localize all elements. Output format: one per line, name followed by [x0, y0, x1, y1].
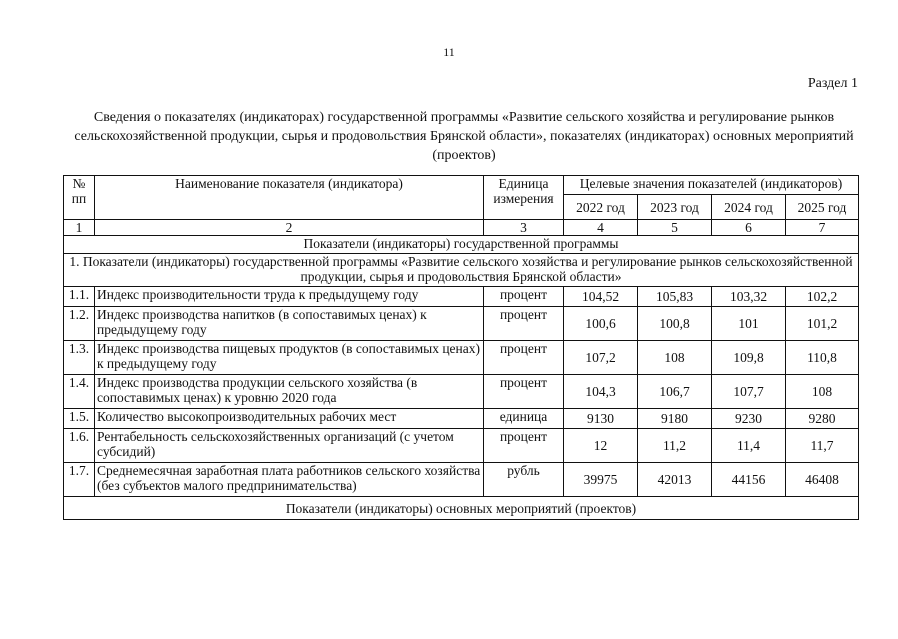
value-2022: 104,52	[564, 287, 638, 307]
value-2025: 9280	[786, 409, 859, 429]
indicator-name: Среднемесячная заработная плата работников сельского хозяйства (без субъектов малого предпринимательства)	[95, 463, 484, 497]
document-heading: Сведения о показателях (индикаторах) государственной программы «Развитие сельского хозяйства и регулирование рынков сельскохозяйственной продукции, сырья и продовольствия Брянской области», показателях (индикаторах) основных мероприятий (проектов)	[74, 110, 854, 163]
column-number: 7	[786, 220, 859, 236]
value-2025: 102,2	[786, 287, 859, 307]
indicator-name: Индекс производительности труда к предыдущему году	[95, 287, 484, 307]
table-row	[64, 287, 859, 307]
section-title: Показатели (индикаторы) государственной программы	[64, 236, 859, 254]
value-2022: 39975	[564, 463, 638, 497]
column-number: 2	[95, 220, 484, 236]
column-number: 5	[638, 220, 712, 236]
table-row	[64, 341, 859, 375]
row-number: 1.2.	[64, 307, 95, 341]
table-row	[64, 463, 859, 497]
value-2025: 110,8	[786, 341, 859, 375]
value-2022: 104,3	[564, 375, 638, 409]
value-2024: 44156	[712, 463, 786, 497]
header-year: 2025 год	[786, 195, 859, 220]
header-target: Целевые значения показателей (индикаторов)	[564, 176, 859, 195]
indicator-unit: единица	[484, 409, 564, 429]
row-number: 1.1.	[64, 287, 95, 307]
indicator-unit: рубль	[484, 463, 564, 497]
value-2023: 106,7	[638, 375, 712, 409]
value-2025: 101,2	[786, 307, 859, 341]
value-2024: 103,32	[712, 287, 786, 307]
column-number: 3	[484, 220, 564, 236]
header-year: 2024 год	[712, 195, 786, 220]
indicator-name: Количество высокопроизводительных рабочих мест	[95, 409, 484, 429]
row-number: 1.4.	[64, 375, 95, 409]
value-2024: 109,8	[712, 341, 786, 375]
column-number: 1	[64, 220, 95, 236]
indicator-unit: процент	[484, 287, 564, 307]
indicator-unit: процент	[484, 429, 564, 463]
indicators-table	[63, 175, 859, 520]
value-2023: 42013	[638, 463, 712, 497]
section-label: Раздел 1	[807, 76, 858, 91]
value-2025: 108	[786, 375, 859, 409]
value-2023: 9180	[638, 409, 712, 429]
value-2023: 105,83	[638, 287, 712, 307]
value-2024: 9230	[712, 409, 786, 429]
value-2025: 11,7	[786, 429, 859, 463]
value-2023: 100,8	[638, 307, 712, 341]
row-number: 1.7.	[64, 463, 95, 497]
value-2023: 108	[638, 341, 712, 375]
footer-section-title: Показатели (индикаторы) основных мероприятий (проектов)	[64, 497, 859, 520]
header-year: 2023 год	[638, 195, 712, 220]
column-numbers-row	[64, 220, 859, 236]
column-number: 6	[712, 220, 786, 236]
page-number: 11	[443, 45, 455, 59]
table-row	[64, 307, 859, 341]
indicator-unit: процент	[484, 307, 564, 341]
indicator-name: Индекс производства напитков (в сопоставимых ценах) к предыдущему году	[95, 307, 484, 341]
indicator-name: Индекс производства пищевых продуктов (в сопоставимых ценах) к предыдущему году	[95, 341, 484, 375]
header-unit: Единица измерения	[484, 176, 564, 220]
table-row	[64, 375, 859, 409]
value-2022: 9130	[564, 409, 638, 429]
row-number: 1.6.	[64, 429, 95, 463]
value-2024: 101	[712, 307, 786, 341]
indicator-name: Рентабельность сельскохозяйственных организаций (с учетом субсидий)	[95, 429, 484, 463]
table-header-row	[64, 176, 859, 195]
indicator-name: Индекс производства продукции сельского хозяйства (в сопоставимых ценах) к уровню 2020 года	[95, 375, 484, 409]
header-name: Наименование показателя (индикатора)	[95, 176, 484, 220]
subsection-title: 1. Показатели (индикаторы) государственной программы «Развитие сельского хозяйства и регулирование рынков сельскохозяйственной продукции, сырья и продовольствия Брянской области»	[64, 254, 859, 287]
indicator-unit: процент	[484, 375, 564, 409]
table-row	[64, 429, 859, 463]
value-2022: 100,6	[564, 307, 638, 341]
row-number: 1.5.	[64, 409, 95, 429]
value-2024: 11,4	[712, 429, 786, 463]
header-year: 2022 год	[564, 195, 638, 220]
row-number: 1.3.	[64, 341, 95, 375]
footer-section-row	[64, 497, 859, 520]
indicator-unit: процент	[484, 341, 564, 375]
value-2024: 107,7	[712, 375, 786, 409]
subsection-row	[64, 254, 859, 287]
value-2022: 107,2	[564, 341, 638, 375]
value-2023: 11,2	[638, 429, 712, 463]
value-2022: 12	[564, 429, 638, 463]
header-no: № пп	[64, 176, 95, 220]
table-row	[64, 409, 859, 429]
value-2025: 46408	[786, 463, 859, 497]
section-row	[64, 236, 859, 254]
column-number: 4	[564, 220, 638, 236]
